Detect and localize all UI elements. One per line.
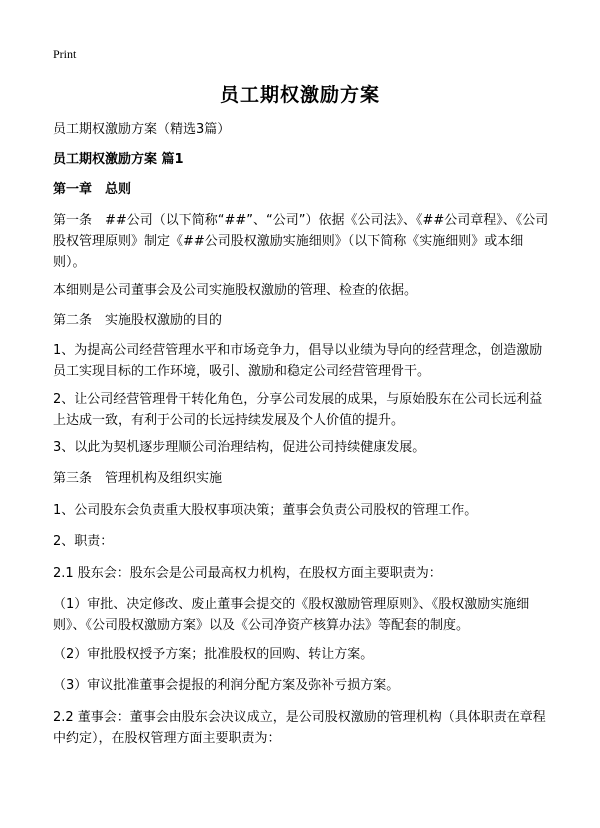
paragraph-article-1: 第一条 ##公司（以下简称“##”、“公司”）依据《公司法》、《##公司章程》、《公司股权管理原则》制定《##公司股权激励实施细则》（以下简称《实施细则》或本细则）。 [53,213,549,270]
paragraph-board: 2.2 董事会：董事会由股东会决议成立，是公司股权激励的管理机构（具体职责在章程中约定），在股权管理方面主要职责为： [53,710,546,746]
paragraph-duty-1: 1、公司股东会负责重大股权事项决策；董事会负责公司股权的管理工作。 [53,503,478,518]
paragraph-item-3: （3）审议批准董事会提报的利润分配方案及弥补亏损方案。 [53,678,400,693]
paragraph-duty-2: 2、职责： [53,534,114,549]
page-title: 员工期权激励方案 [219,84,380,106]
paragraph-item-1: （1）审批、决定修改、废止董事会提交的《股权激励管理原则》、《股权激励实施细则》、《公司股权激励方案》以及《公司净资产核算办法》等配套的制度。 [53,597,530,633]
print-link[interactable]: Print [53,47,77,61]
chapter-heading: 第一章 总则 [53,182,132,197]
paragraph-article-2: 第二条 实施股权激励的目的 [53,313,223,328]
paragraph-item-2: （2）审批股权授予方案；批准股权的回购、转让方案。 [53,647,374,662]
doc-subtitle: 员工期权激励方案（精选3篇） [53,122,231,137]
paragraph-basis: 本细则是公司董事会及公司实施股权激励的管理、检查的依据。 [53,283,418,298]
paragraph-goal-2: 2、让公司经营管理骨干转化角色，分享公司发展的成果，与原始股东在公司长远利益上达成一致，有利于公司的长远持续发展及个人价值的提升。 [53,392,543,428]
section-heading: 员工期权激励方案 篇1 [53,152,184,167]
paragraph-goal-1: 1、为提高公司经营管理水平和市场竞争力，倡导以业绩为导向的经营理念，创造激励员工实现目标的工作环境，吸引、激励和稳定公司经营管理骨干。 [53,343,543,379]
paragraph-goal-3: 3、以此为契机逐步理顺公司治理结构，促进公司持续健康发展。 [53,440,426,455]
paragraph-shareholders: 2.1 股东会：股东会是公司最高权力机构，在股权方面主要职责为： [53,566,442,581]
paragraph-article-3: 第三条 管理机构及组织实施 [53,471,223,486]
